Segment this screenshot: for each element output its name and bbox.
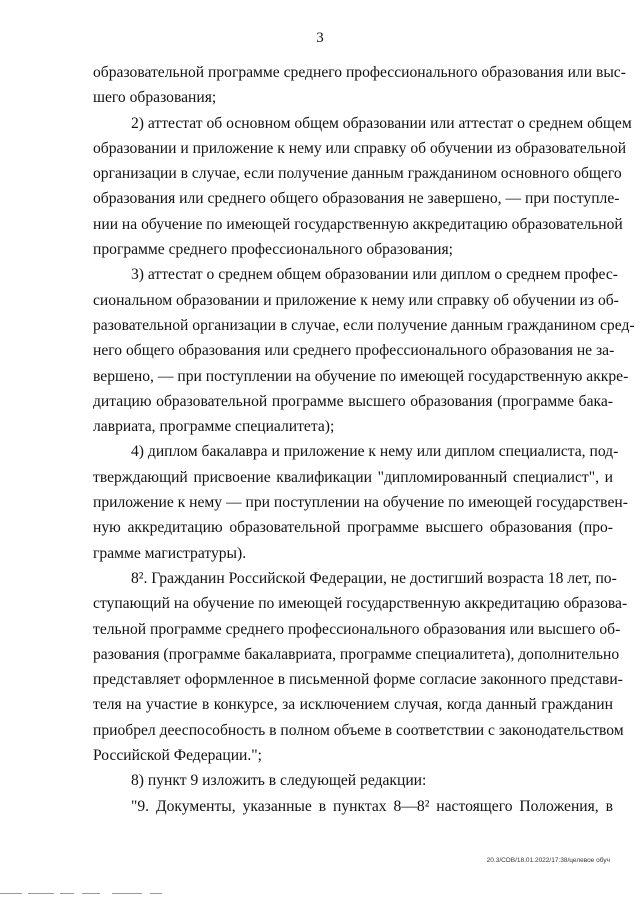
text-line: 8) пункт 9 изложить в следующей редакции: [131,772,427,790]
text-line: вершено, — при поступлении на обучение по имеющей государственную аккре- [93,367,629,385]
text-line: образовательной программе среднего профессионального образования или выс- [93,64,626,81]
text-line: грамме магистратуры). [93,544,247,562]
text-line: нии на обучение по имеющей государственную аккредитацию образовательной [93,215,623,233]
text-line: теля на участие в конкурсе, за исключением случая, когда данный гражданин [93,696,613,714]
footer-registration-code: 20.3/СОВ/18.01.2022/17:38/целевое обуч [486,857,610,864]
text-line: 3) аттестат о среднем общем образовании или диплом о среднем профес- [131,266,618,284]
document-body [93,60,635,819]
text-line: приложение к нему — при поступлении на обучение по имеющей государствен- [93,494,628,512]
text-line: разовательной организации в случае, если получение данным гражданином сред- [93,316,635,334]
text-line: лавриата, программе специалитета); [93,418,335,436]
text-line: организации в случае, если получение данным гражданином основного общего [93,165,622,183]
text-line: образования или среднего общего образования не завершено, — при поступле- [93,190,620,208]
text-line: "9. Документы, указанные в пунктах 8—8² настоящего Положения, в [131,797,613,815]
text-line: ную аккредитацию образовательной программе высшего образования (про- [93,519,613,537]
text-line: 2) аттестат об основном общем образовании или аттестат о среднем общем [131,114,632,132]
text-line: образовании и приложение к нему или справку об обучении из образовательной [93,139,627,157]
text-line: разования (программе бакалавриата, программе специалитета), дополнительно [93,645,620,663]
text-line: 8². Гражданин Российской Федерации, не достигший возраста 18 лет, по- [131,569,617,587]
text-line: дитацию образовательной программе высшего образования (программе бака- [93,392,613,410]
text-line: приобрел дееспособность в полном объеме в соответствии с законодательством [93,721,624,739]
text-line: сиональном образовании и приложение к нему или справку об обучении из об- [93,291,619,309]
text-line: представляет оформленное в письменной форме согласие законного представи- [93,671,623,689]
text-line: тельной программе среднего профессионального образования или высшего об- [93,620,621,638]
text-line: него общего образования или среднего профессионального образования не за- [93,342,615,360]
text-line: тверждающий присвоение квалификации "дипломированный специалист", и [93,468,613,486]
text-line: программе среднего профессионального образования; [93,241,454,259]
scan-edge-artifact [0,893,640,897]
text-line: Российской Федерации."; [93,747,262,765]
text-line: ступающий на обучение по имеющей государственную аккредитацию образова- [93,595,628,613]
text-line: шего образования; [93,89,217,107]
page-number: 3 [316,30,324,46]
text-line: 4) диплом бакалавра и приложение к нему или диплом специалиста, под- [131,443,619,461]
